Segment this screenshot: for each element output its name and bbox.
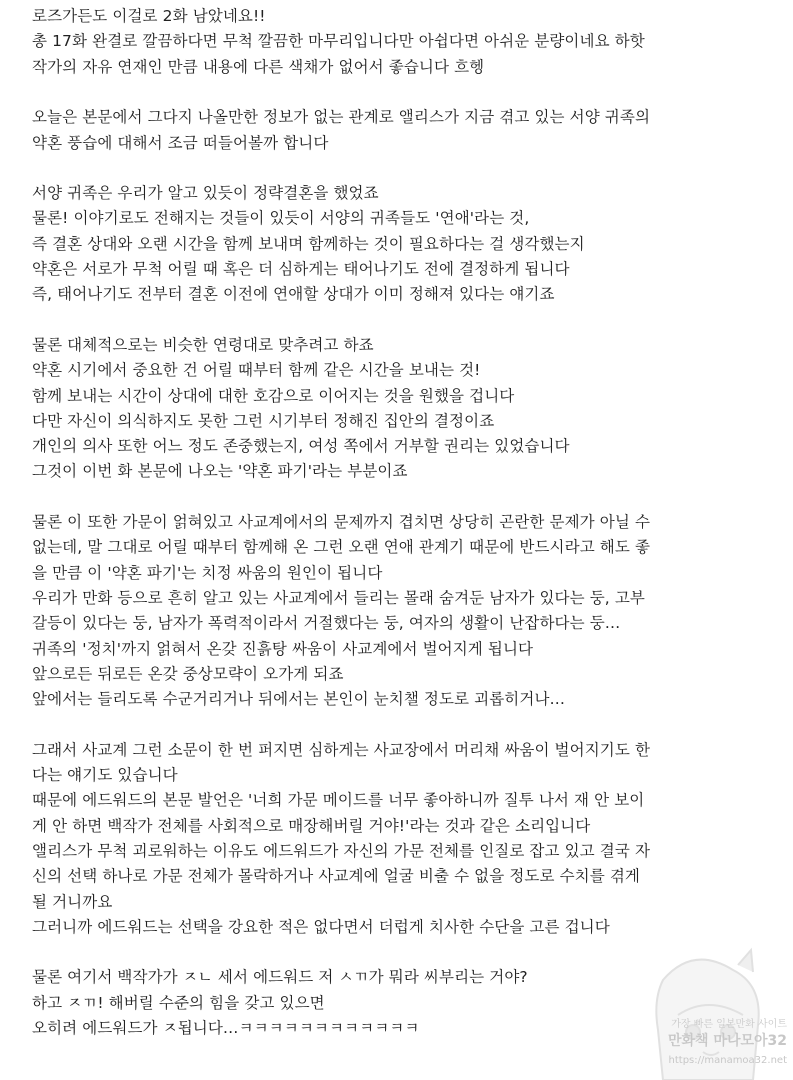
text-line: 앞으로든 뒤로든 온갖 중상모략이 오가게 되죠 <box>32 664 344 683</box>
text-line: 게 안 하면 백작가 전체를 사회적으로 매장해버릴 거야!'라는 것과 같은 소리입니다 <box>32 816 591 835</box>
text-line: 약혼 시기에서 중요한 건 어릴 때부터 함께 같은 시간을 보내는 것! <box>32 361 481 380</box>
text-line: 다는 얘기도 있습니다 <box>32 766 178 784</box>
text-line: 물론 이 또한 가문이 얽혀있고 사교계에서의 문제까지 겹치면 상당히 곤란한 문제가 아닐 수 <box>32 513 651 531</box>
text-line: 물론 대체적으로는 비슷한 연령대로 맞추려고 하죠 <box>32 335 374 354</box>
watermark <box>623 940 793 1080</box>
text-line: 귀족의 '정치'까지 얽혀서 온갖 진흙탕 싸움이 사교계에서 벌어지게 됩니다 <box>32 639 534 658</box>
text-line: 약혼 풍습에 대해서 조금 떠들어볼까 합니다 <box>32 133 329 152</box>
watermark-line-3: https://manamoa32.net <box>668 1055 787 1066</box>
text-line: 총 17화 완결로 깔끔하다면 무척 깔끔한 마무리입니다만 아쉽다면 아쉬운 분량이네요 하핫 <box>32 32 645 51</box>
text-line: 약혼은 서로가 무척 어릴 때 혹은 더 심하게는 태어나기도 전에 결정하게 됩니다 <box>32 260 570 278</box>
text-line: 물론! 이야기로도 전해지는 것들이 있듯이 서양의 귀족들도 '연애'라는 것, <box>32 209 530 228</box>
text-line: 갈등이 있다는 둥, 남자가 폭력적이라서 거절했다는 둥, 여자의 생활이 난잡하다는 둥… <box>32 614 621 633</box>
text-line: 하고 ㅈㄲ! 해버릴 수준의 힘을 갖고 있으면 <box>32 993 325 1012</box>
text-line: 그것이 이번 화 본문에 나오는 '약혼 파기'라는 부분이죠 <box>32 462 408 481</box>
text-line: 오히려 에드워드가 ㅈ됩니다…ㅋㅋㅋㅋㅋㅋㅋㅋㅋㅋㅋㅋ <box>32 1019 420 1037</box>
text-line: 로즈가든도 이걸로 2화 남았네요!! <box>32 7 266 25</box>
text-line: 다만 자신이 의식하지도 못한 그런 시기부터 정해진 집안의 결정이죠 <box>32 411 495 430</box>
text-line: 될 거니까요 <box>32 892 113 911</box>
text-line: 신의 선택 하나로 가문 전체가 몰락하거나 사교계에 얼굴 비출 수 없을 정도로 수치를 겪게 <box>32 867 640 886</box>
text-line: 때문에 에드워드의 본문 발언은 '너희 가문 메이드를 너무 좋아하니까 질투 나서 재 안 보이 <box>32 791 645 810</box>
text-line: 오늘은 본문에서 그다지 나올만한 정보가 없는 관계로 앨리스가 지금 겪고 있는 서양 귀족의 <box>32 108 651 127</box>
text-line: 즉, 태어나기도 전부터 결혼 이전에 연애할 상대가 이미 정해져 있다는 얘기죠 <box>32 285 555 304</box>
text-line: 작가의 자유 연재인 만큼 내용에 다른 색채가 없어서 좋습니다 흐헹 <box>32 57 485 76</box>
text-line: 없는데, 말 그대로 어릴 때부터 함께해 온 그런 오랜 연애 관계기 때문에 반드시라고 해도 좋 <box>32 538 651 557</box>
text-line: 서양 귀족은 우리가 알고 있듯이 정략결혼을 했었죠 <box>32 184 379 203</box>
text-line: 그러니까 에드워드는 선택을 강요한 적은 없다면서 더럽게 치사한 수단을 고른 겁니다 <box>32 917 610 936</box>
text-line: 물론 여기서 백작가가 ㅈㄴ 세서 에드워드 저 ㅅㄲ가 뭐라 씨부리는 거야? <box>32 968 528 987</box>
watermark-line-2: 만화책 마나모아32 <box>667 1033 787 1049</box>
watermark-line-1: 가장 빠른 일본만화 사이트 <box>671 1019 787 1030</box>
text-line: 즉 결혼 상대와 오랜 시간을 함께 보내며 함께하는 것이 필요하다는 걸 생각했는지 <box>32 234 585 253</box>
text-line: 함께 보내는 시간이 상대에 대한 호감으로 이어지는 것을 원했을 겁니다 <box>32 386 515 405</box>
text-line: 앞에서는 들리도록 수군거리거나 뒤에서는 본인이 눈치챌 정도로 괴롭히거나… <box>32 690 566 709</box>
text-line: 우리가 만화 등으로 흔히 알고 있는 사교계에서 들리는 몰래 숨겨둔 남자가 있다는 둥, 고부 <box>32 588 646 607</box>
text-line: 을 만큼 이 '약혼 파기'는 치정 싸움의 원인이 됩니다 <box>32 563 383 582</box>
text-line: 앨리스가 무척 괴로워하는 이유도 에드워드가 자신의 가문 전체를 인질로 잡고 있고 결국 자 <box>32 841 651 860</box>
text-line: 개인의 의사 또한 어느 정도 존중했는지, 여성 쪽에서 거부할 권리는 있었습니다 <box>32 437 570 456</box>
text-line: 그래서 사교계 그런 소문이 한 번 퍼지면 심하게는 사교장에서 머리채 싸움이 벌어지기도 한 <box>32 740 651 759</box>
